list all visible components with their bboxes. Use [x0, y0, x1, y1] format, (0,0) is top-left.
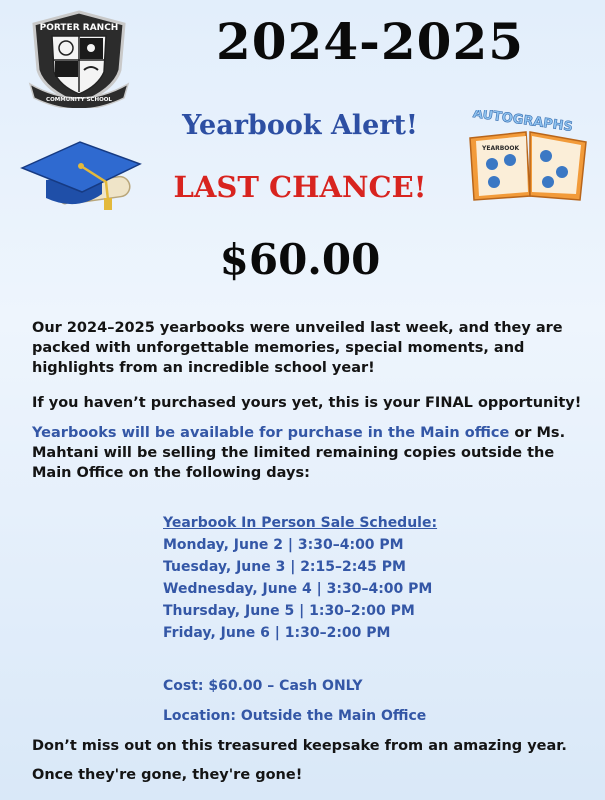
- logo-top-text: PORTER RANCH: [39, 23, 119, 33]
- final-opportunity-text: If you haven’t purchased yours yet, this is your FINAL opportunity!: [32, 395, 582, 411]
- autographs-book-icon: [462, 110, 600, 202]
- availability-text: or Ms. Mahtani will be selling the limited remaining copies outside the Main Office on the following days:: [32, 425, 566, 481]
- sale-schedule: [163, 512, 523, 644]
- year-title: 2024-2025: [215, 12, 525, 71]
- intro-paragraph: Our 2024–2025 yearbooks were unveiled last week, and they are packed with unforgettable memories, special moments, and highlights from an incredible school year!: [32, 320, 563, 376]
- price-heading: $60.00: [219, 235, 381, 284]
- school-logo: [24, 8, 134, 108]
- availability-highlight: Yearbooks will be available for purchase in the Main office: [32, 425, 510, 441]
- schedule-day: Friday, June 6 | 1:30–2:00 PM: [163, 625, 391, 641]
- schedule-day: Tuesday, June 3 | 2:15–2:45 PM: [163, 559, 406, 575]
- book-page-title: YEARBOOK: [482, 145, 520, 152]
- schedule-day: Thursday, June 5 | 1:30–2:00 PM: [163, 603, 415, 619]
- cost-info: Cost: $60.00 – Cash ONLY: [163, 678, 363, 694]
- logo-bottom-text: COMMUNITY SCHOOL: [46, 97, 112, 103]
- schedule-day: Monday, June 2 | 3:30–4:00 PM: [163, 537, 404, 553]
- yearbook-alert-heading: Yearbook Alert!: [182, 110, 418, 141]
- footer-gone-text: Once they're gone, they're gone!: [32, 767, 303, 783]
- schedule-day: Wednesday, June 4 | 3:30–4:00 PM: [163, 581, 433, 597]
- schedule-heading: Yearbook In Person Sale Schedule:: [163, 515, 438, 531]
- graduation-cap-icon: [18, 128, 143, 220]
- location-info: Location: Outside the Main Office: [163, 708, 427, 724]
- last-chance-heading: LAST CHANCE!: [173, 170, 427, 204]
- autographs-banner: AUTOGRAPHS: [471, 110, 574, 136]
- footer-keepsake-text: Don’t miss out on this treasured keepsake from an amazing year.: [32, 738, 567, 754]
- availability-paragraph: [32, 423, 592, 483]
